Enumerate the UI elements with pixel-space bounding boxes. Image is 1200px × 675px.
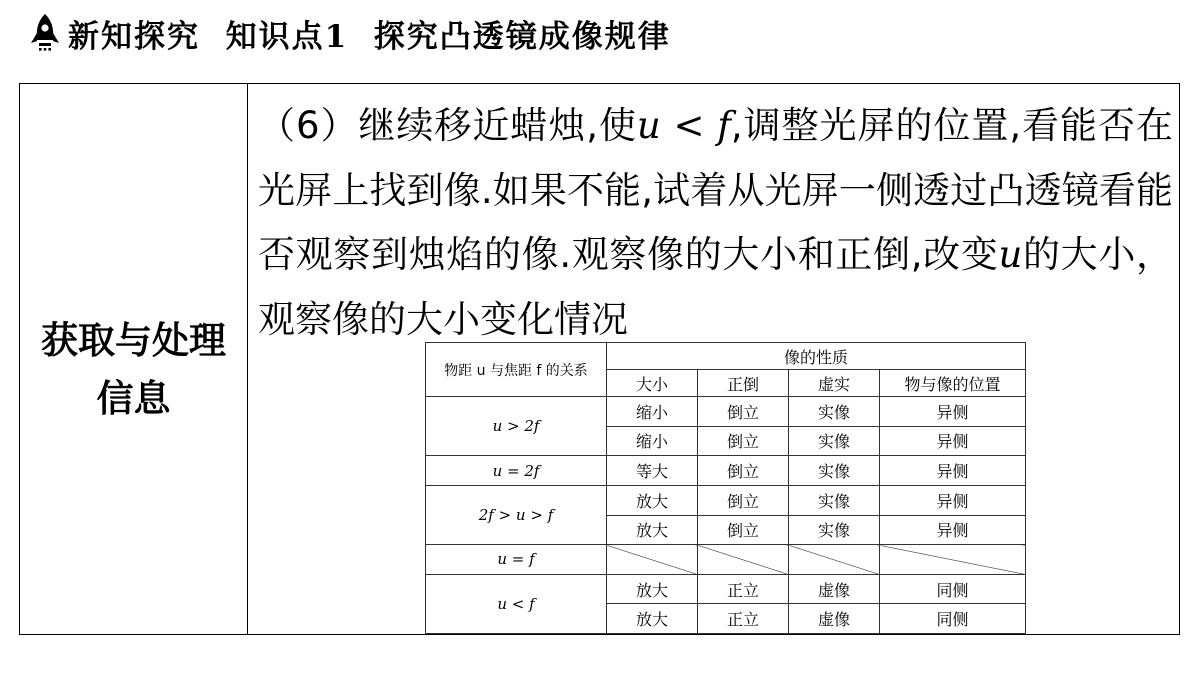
- row-label-line1: 获取与处理: [41, 319, 226, 362]
- table-row: [426, 545, 1026, 575]
- table-cell: 实像: [789, 397, 880, 427]
- section-header: [28, 8, 671, 58]
- math-u-less-f: u < f: [636, 104, 731, 147]
- table-cell: 倒立: [698, 397, 789, 427]
- table-cell: 倒立: [698, 426, 789, 456]
- table-cell: 异侧: [880, 397, 1026, 427]
- condition-cell: u > 2f: [426, 397, 607, 456]
- table-cell: 正立: [698, 604, 789, 634]
- table-cell: 放大: [607, 485, 698, 515]
- header-relation: 物距 u 与焦距 f 的关系: [426, 343, 607, 397]
- table-row: [426, 456, 1026, 486]
- content-frame: [19, 83, 1180, 635]
- row-label-line2: 信息: [96, 377, 171, 420]
- table-cell: 异侧: [880, 456, 1026, 486]
- table-cell: 缩小: [607, 397, 698, 427]
- condition-cell: u = 2f: [426, 456, 607, 486]
- header-orientation: 正倒: [698, 370, 789, 397]
- table-cell: 异侧: [880, 515, 1026, 545]
- table-cell: 同侧: [880, 604, 1026, 634]
- rocket-icon: [28, 12, 62, 54]
- table-cell: 等大: [607, 456, 698, 486]
- header-image-nature: 像的性质: [607, 343, 1026, 370]
- table-cell: 放大: [607, 515, 698, 545]
- table-cell: 虚像: [789, 604, 880, 634]
- table-cell: 异侧: [880, 485, 1026, 515]
- table-cell: 倒立: [698, 515, 789, 545]
- imaging-rules-table: [425, 342, 1026, 634]
- blank-diagonal-cell: [607, 545, 698, 575]
- header-real-virtual: 虚实: [789, 370, 880, 397]
- table-cell: 倒立: [698, 456, 789, 486]
- table-cell: 缩小: [607, 426, 698, 456]
- table-cell: 实像: [789, 485, 880, 515]
- condition-cell: u < f: [426, 574, 607, 633]
- table-cell: 实像: [789, 515, 880, 545]
- paragraph-text-1: （6）继续移近蜡烛,使: [258, 104, 637, 147]
- blank-diagonal-cell: [880, 545, 1026, 575]
- section-title: 新知探究 知识点1 探究凸透镜成像规律: [68, 18, 671, 55]
- table-row: [426, 397, 1026, 427]
- column-divider: [247, 84, 248, 634]
- row-label: [20, 312, 247, 428]
- blank-diagonal-cell: [789, 545, 880, 575]
- table-cell: 正立: [698, 574, 789, 604]
- paragraph-text-2: ,调整光屏的位置,看能否在光屏上找到像.如果不能,试着从光屏一侧透过凸透镜看能否观察到烛焰的像.观察像的大小和正倒,改变: [258, 104, 1173, 276]
- instruction-paragraph: [258, 94, 1173, 352]
- table-cell: 同侧: [880, 574, 1026, 604]
- table-cell: 实像: [789, 456, 880, 486]
- table-cell: 异侧: [880, 426, 1026, 456]
- condition-cell: u = f: [426, 545, 607, 575]
- condition-cell: 2f > u > f: [426, 485, 607, 544]
- blank-diagonal-cell: [698, 545, 789, 575]
- table-cell: 倒立: [698, 485, 789, 515]
- table-cell: 实像: [789, 426, 880, 456]
- table-cell: 放大: [607, 574, 698, 604]
- table-row: [426, 485, 1026, 515]
- paragraph-text-3: 的大小，观察像的大小变化情况: [258, 233, 1174, 341]
- table-cell: 虚像: [789, 574, 880, 604]
- header-size: 大小: [607, 370, 698, 397]
- header-position: 物与像的位置: [880, 370, 1026, 397]
- table-cell: 放大: [607, 604, 698, 634]
- math-u: u: [998, 233, 1023, 276]
- table-row: [426, 574, 1026, 604]
